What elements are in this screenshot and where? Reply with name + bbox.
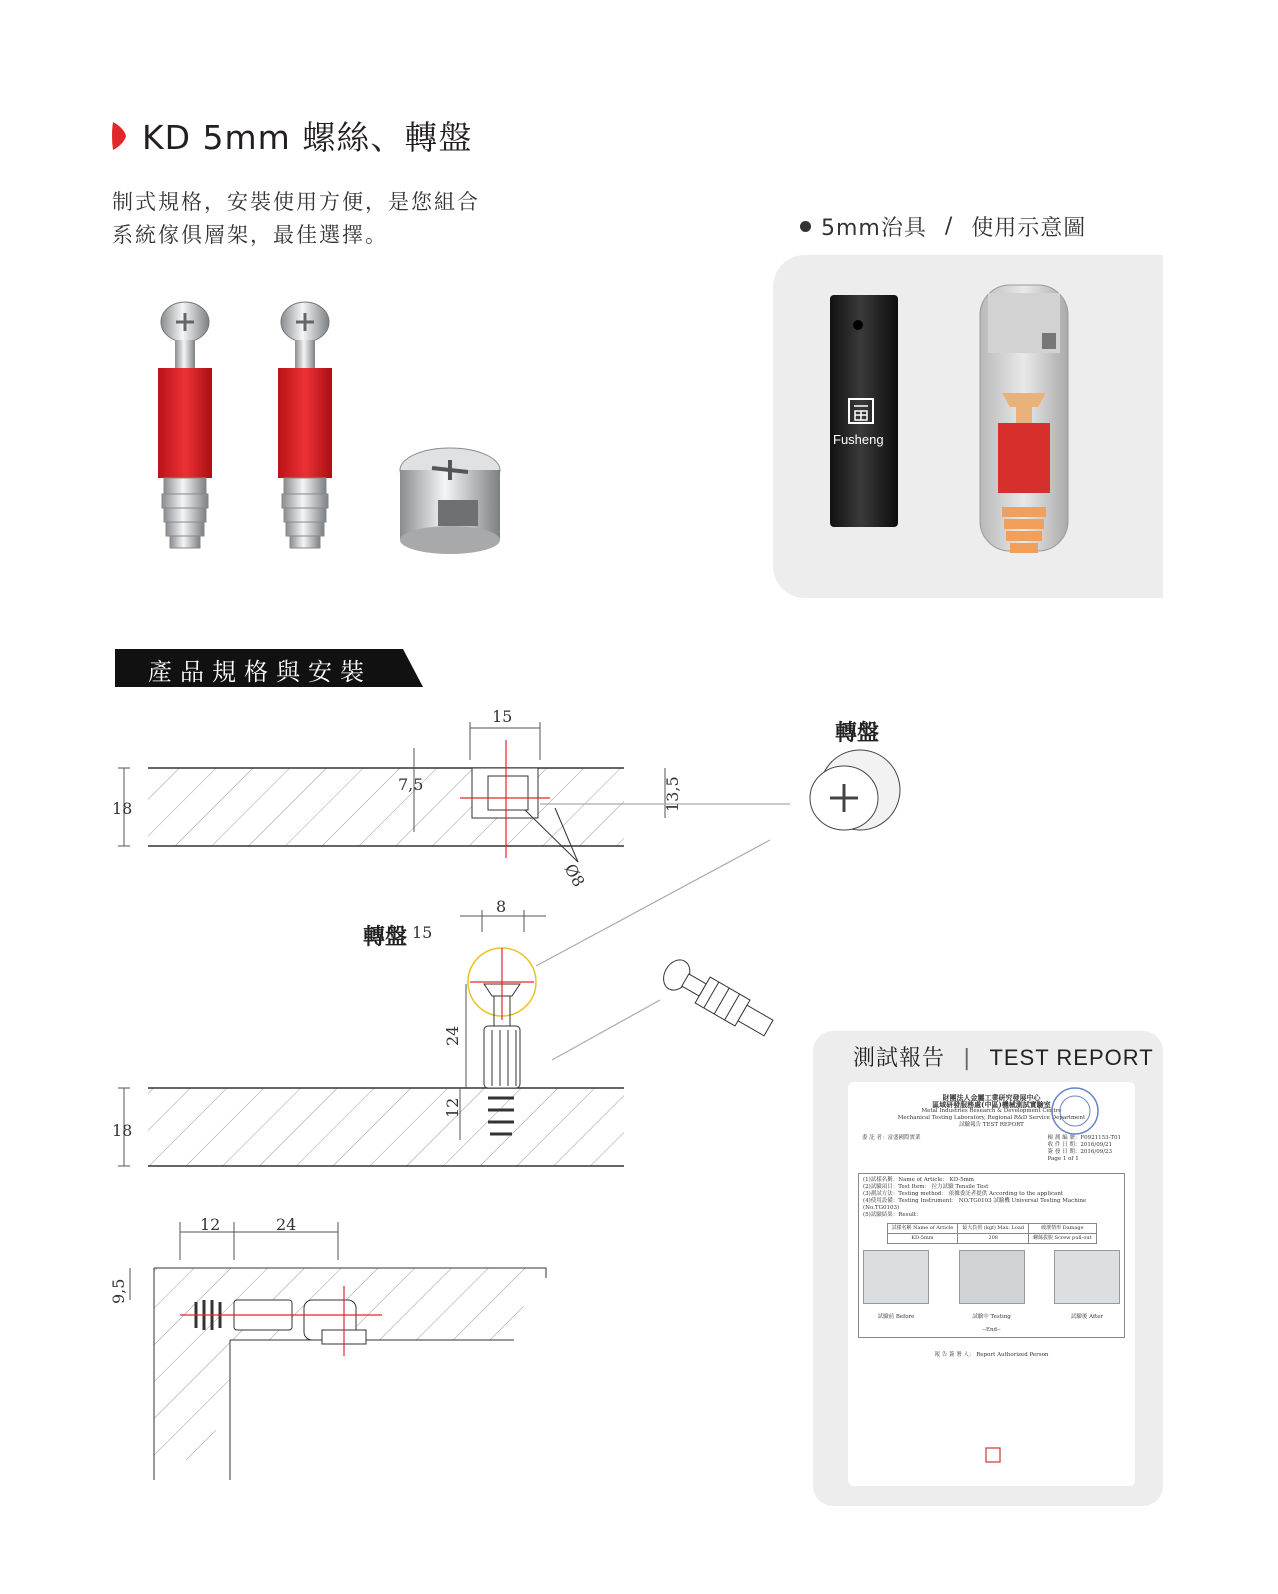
table-cell: 208	[958, 1234, 1029, 1244]
dim-12: 12	[443, 1097, 462, 1118]
dim-phi8: Ø8	[560, 860, 589, 891]
report-signer: 報 告 簽 署 人： Report Authorized Person	[934, 1352, 1049, 1358]
dim-12-bottom: 12	[200, 1215, 221, 1234]
photo-before	[863, 1250, 929, 1304]
report-applicant: 委 託 者：富盛國際實業	[862, 1135, 921, 1141]
dim-15-mid: 15	[412, 923, 433, 942]
photo-testing	[959, 1250, 1025, 1304]
report-received: 收 件 日 期：2016/09/21	[1047, 1142, 1113, 1148]
dim-24: 24	[443, 1025, 462, 1046]
dim-18-b: 18	[112, 1121, 133, 1140]
report-row-1: (1)試樣名稱：Name of Article： KD-5mm	[863, 1177, 975, 1183]
report-stamp-icon	[985, 1447, 1001, 1463]
report-photos	[863, 1250, 1120, 1321]
report-seal-icon	[1049, 1085, 1101, 1137]
table-header: 最大負荷 (kgf) Max. Load	[958, 1224, 1029, 1234]
photo-label: 試驗前 Before	[877, 1314, 915, 1320]
cam-illustration	[800, 742, 910, 842]
screw-image-1	[158, 302, 212, 548]
dim-7-5: 7,5	[398, 775, 424, 794]
title-row	[110, 112, 472, 159]
cam-label-top: 轉盤	[835, 721, 880, 746]
spec-heading: 產品規格與安裝	[148, 658, 372, 686]
table-header: 試樣名稱 Name of Article	[887, 1224, 958, 1234]
bullet-dot-icon	[800, 221, 811, 232]
report-page: Page 1 of 1	[1047, 1156, 1079, 1162]
screw-image-2	[278, 302, 332, 548]
technical-drawing	[100, 700, 800, 1500]
description-line-2: 系統傢俱層架，最佳選擇。	[112, 223, 388, 247]
report-org-en-1: Metal Industries Research & Development Centre	[921, 1108, 1062, 1114]
tool-caption-text: 5mm治具	[821, 216, 927, 241]
photo-after	[1054, 1250, 1120, 1304]
report-row-3: (3)測試方法：Testing method： 依據委託者提供 According to the applicant	[863, 1191, 1064, 1197]
cam-label-drawing: 轉盤	[363, 925, 408, 950]
bullet-marker-icon	[110, 120, 128, 152]
caption-separator: /	[944, 214, 954, 239]
description-line-1: 制式規格，安裝使用方便，是您組合	[112, 190, 480, 214]
dim-8: 8	[496, 897, 507, 916]
table-header: 破壞情形 Damage	[1029, 1224, 1096, 1234]
dim-24-bottom: 24	[276, 1215, 297, 1234]
report-row-4: (4)使用設備：Testing Instrument： NO.TG0103 試驗機 Universal Testing Machine (No.TG0103)	[863, 1198, 1087, 1211]
test-report-document	[848, 1082, 1135, 1486]
test-report-separator: |	[963, 1046, 972, 1071]
report-org-2: 區域研發服務處(中區)機械測試實驗室	[932, 1100, 1051, 1109]
report-row-5: (5)試驗結果：Result：	[863, 1212, 922, 1218]
report-org-1: 財團法人金屬工業研究發展中心	[942, 1093, 1041, 1102]
tool-caption-text-2: 使用示意圖	[971, 216, 1087, 241]
report-body	[858, 1173, 1125, 1338]
report-result-table	[887, 1223, 1097, 1244]
report-issued: 簽 發 日 期：2016/09/23	[1047, 1149, 1113, 1155]
tool-illustration	[780, 255, 1160, 595]
report-label: 試驗報告 TEST REPORT	[959, 1122, 1024, 1128]
test-report-title-en: TEST REPORT	[989, 1045, 1154, 1070]
dim-13-5: 13,5	[663, 776, 682, 812]
screw-illustration	[650, 955, 790, 1045]
report-number: 檢 測 編 號：F0921153-T01	[1047, 1135, 1121, 1141]
dim-15-top: 15	[492, 707, 513, 726]
report-row-2: (2)試驗項目：Test Item： 拉力試驗 Tensile Test	[863, 1184, 989, 1190]
tool-brand: Fusheng	[833, 432, 884, 447]
test-report-title: 測試報告	[853, 1046, 946, 1071]
description	[112, 186, 480, 252]
fusheng-logo-icon	[846, 396, 876, 426]
report-org-en-2: Mechanical Testing Laboratory, Regional R&D Service Department	[897, 1115, 1086, 1121]
photo-label: 試驗後 After	[1070, 1314, 1104, 1320]
product-photos	[150, 300, 520, 570]
photo-label: 試驗中 Testing	[972, 1314, 1011, 1320]
page-title: KD 5mm 螺絲、轉盤	[142, 118, 473, 157]
report-end: --End--	[982, 1327, 1001, 1333]
dim-9-5: 9,5	[109, 1278, 128, 1304]
dim-18-a: 18	[112, 799, 133, 818]
table-cell: KD-5mm	[887, 1234, 958, 1244]
test-report-heading	[853, 1041, 1154, 1072]
tool-caption	[800, 211, 1086, 242]
cam-image-1	[400, 448, 500, 554]
table-cell: 螺絲拔脫 Screw pull-out	[1029, 1234, 1096, 1244]
